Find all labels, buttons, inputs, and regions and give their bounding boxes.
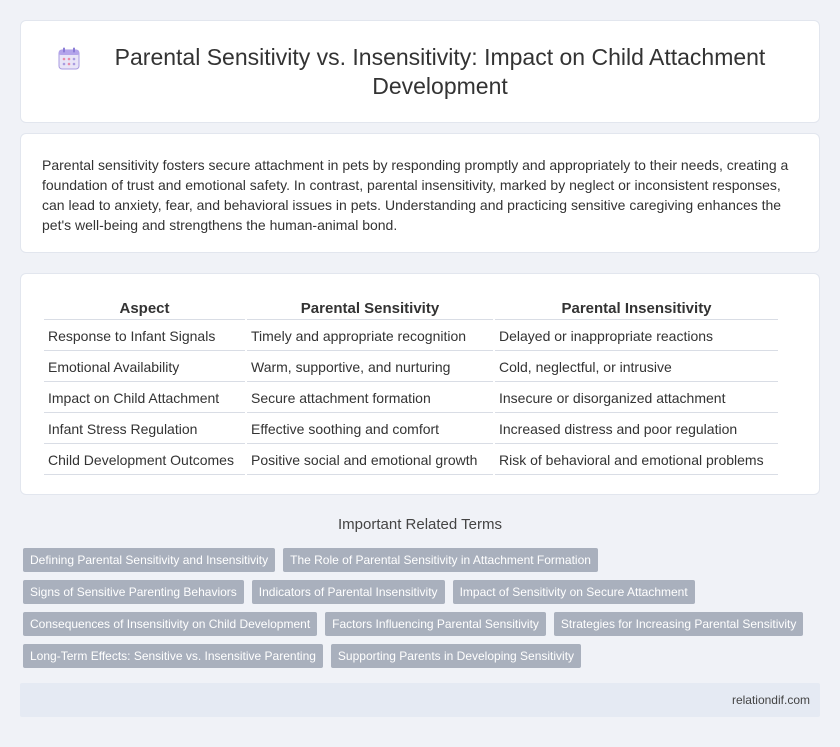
intro-paragraph: Parental sensitivity fosters secure attachment in pets by responding promptly and appropriately to their needs, creating a foundation of trust and emotional safety. In contrast, parental insensitivity, marked by neglect or inconsistent responses, can lead to anxiety, fear, and behavioral issues in pets. Understanding and practicing sensitive caregiving enhances the pet's well-being and strengthens the human-animal bond. — [42, 157, 789, 233]
comparison-table-card — [20, 273, 820, 495]
page-title: Parental Sensitivity vs. Insensitivity: Impact on Child Attachment Development — [114, 44, 766, 99]
comparison-table — [42, 296, 780, 477]
table-row — [44, 446, 778, 475]
related-term-tag[interactable]: Indicators of Parental Insensitivity — [252, 580, 445, 604]
related-term-tag[interactable]: Long-Term Effects: Sensitive vs. Insensitive Parenting — [23, 644, 323, 668]
table-cell: Emotional Availability — [44, 353, 245, 382]
table-cell: Delayed or inappropriate reactions — [495, 322, 778, 351]
table-cell: Response to Infant Signals — [44, 322, 245, 351]
table-cell: Risk of behavioral and emotional problems — [495, 446, 778, 475]
header-card — [20, 20, 820, 123]
related-term-tag[interactable]: Defining Parental Sensitivity and Insensitivity — [23, 548, 275, 572]
table-row — [44, 353, 778, 382]
footer-site-link[interactable]: relationdif.com — [731, 693, 810, 707]
column-header-insensitivity: Parental Insensitivity — [495, 298, 778, 320]
table-cell: Insecure or disorganized attachment — [495, 384, 778, 413]
table-cell: Infant Stress Regulation — [44, 415, 245, 444]
table-cell: Timely and appropriate recognition — [247, 322, 493, 351]
related-term-tag[interactable]: The Role of Parental Sensitivity in Attachment Formation — [283, 548, 598, 572]
footer — [20, 683, 820, 717]
related-terms-list — [23, 548, 823, 676]
column-header-sensitivity: Parental Sensitivity — [247, 298, 493, 320]
related-term-tag[interactable]: Consequences of Insensitivity on Child Development — [23, 612, 317, 636]
related-term-tag[interactable]: Factors Influencing Parental Sensitivity — [325, 612, 546, 636]
table-cell: Child Development Outcomes — [44, 446, 245, 475]
table-row — [44, 415, 778, 444]
table-header-row — [44, 298, 778, 320]
table-row — [44, 384, 778, 413]
table-cell: Effective soothing and comfort — [247, 415, 493, 444]
table-cell: Positive social and emotional growth — [247, 446, 493, 475]
column-header-aspect: Aspect — [44, 298, 245, 320]
intro-card — [20, 133, 820, 253]
table-cell: Increased distress and poor regulation — [495, 415, 778, 444]
table-cell: Cold, neglectful, or intrusive — [495, 353, 778, 382]
table-cell: Warm, supportive, and nurturing — [247, 353, 493, 382]
related-term-tag[interactable]: Impact of Sensitivity on Secure Attachment — [453, 580, 695, 604]
table-row — [44, 322, 778, 351]
table-cell: Secure attachment formation — [247, 384, 493, 413]
related-term-tag[interactable]: Strategies for Increasing Parental Sensitivity — [554, 612, 803, 636]
table-cell: Impact on Child Attachment — [44, 384, 245, 413]
related-terms-heading: Important Related Terms — [338, 516, 502, 533]
related-term-tag[interactable]: Supporting Parents in Developing Sensitivity — [331, 644, 581, 668]
related-term-tag[interactable]: Signs of Sensitive Parenting Behaviors — [23, 580, 244, 604]
